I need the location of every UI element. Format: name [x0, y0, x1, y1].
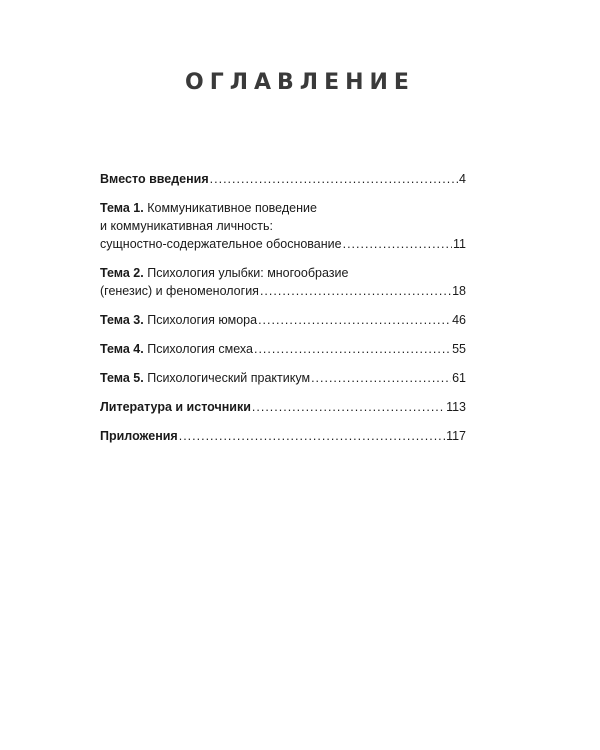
leader-dots — [179, 427, 445, 445]
toc-entry-title: Вместо введения — [100, 172, 209, 186]
toc-topic-label: Тема 3. — [100, 313, 144, 327]
page-title: ОГЛАВЛЕНИЕ — [185, 70, 415, 95]
leader-dots — [210, 170, 458, 188]
leader-dots — [252, 398, 445, 416]
leader-dots — [254, 340, 451, 358]
toc-entry-title: Приложения — [100, 429, 178, 443]
toc-entry-title-line: и коммуникативная личность: — [100, 219, 273, 233]
toc-entry-topic-2[interactable] — [100, 264, 466, 300]
toc-topic-label: Тема 2. — [100, 266, 144, 280]
toc-entry-title: Психологический практикум — [143, 371, 311, 385]
toc-entry-title: Психология юмора — [143, 313, 258, 327]
leader-dots — [260, 282, 451, 300]
toc-page-number: 4 — [459, 172, 466, 186]
toc-entry-title-line: Психология улыбки: многообразие — [143, 266, 349, 280]
toc-page-number: 117 — [446, 429, 466, 443]
toc-entry-appendices[interactable] — [100, 427, 466, 445]
toc-entry-introduction[interactable] — [100, 170, 466, 188]
toc-entry-title-line: (генезис) и феноменология — [100, 284, 259, 298]
toc-entry-references[interactable] — [100, 398, 466, 416]
toc-entry-title-line: сущностно-содержательное обоснование — [100, 237, 342, 251]
toc-entry-topic-1[interactable] — [100, 199, 466, 253]
toc-entry-title: Литература и источники — [100, 400, 251, 414]
toc-entry-topic-5[interactable] — [100, 369, 466, 387]
leader-dots — [258, 311, 451, 329]
toc-topic-label: Тема 5. — [100, 371, 144, 385]
leader-dots — [311, 369, 451, 387]
toc-entry-title-line: Коммуникативное поведение — [143, 201, 317, 215]
toc-page-number: 113 — [446, 400, 466, 414]
leader-dots — [343, 235, 452, 253]
toc-entry-topic-3[interactable] — [100, 311, 466, 329]
toc-entry-topic-4[interactable] — [100, 340, 466, 358]
toc-page-number: 11 — [453, 237, 466, 251]
toc-entry-title: Психология смеха — [143, 342, 253, 356]
toc-topic-label: Тема 1. — [100, 201, 144, 215]
toc-page-number: 18 — [452, 284, 466, 298]
toc-topic-label: Тема 4. — [100, 342, 144, 356]
toc-page-number: 46 — [452, 313, 466, 327]
table-of-contents — [100, 170, 466, 456]
toc-page-number: 55 — [452, 342, 466, 356]
toc-page-number: 61 — [452, 371, 466, 385]
